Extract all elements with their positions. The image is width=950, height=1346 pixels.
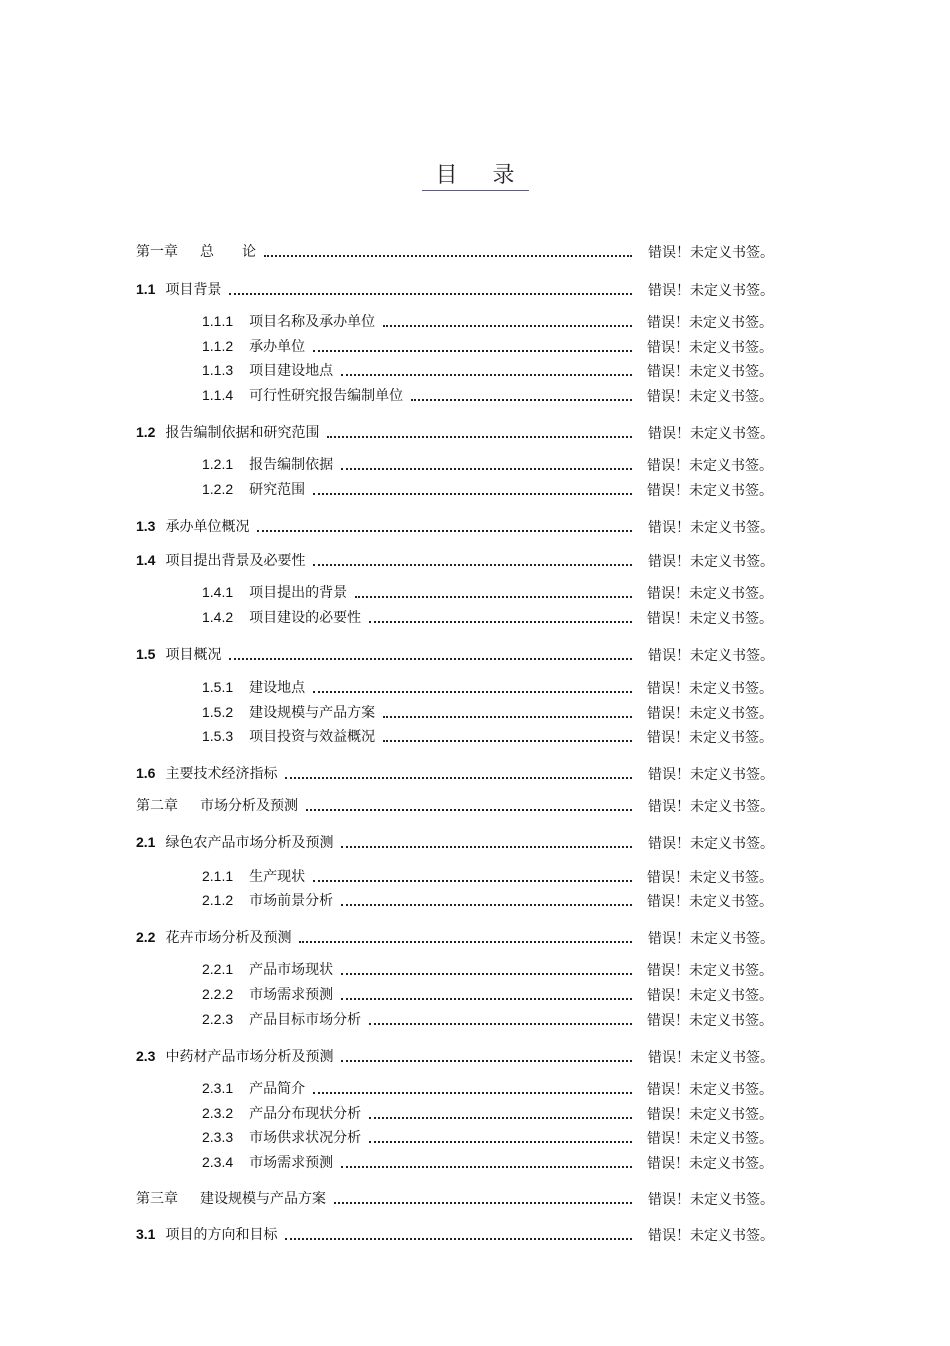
toc-entry-number: 1.4.1 (202, 584, 234, 600)
toc-entry-label: 花卉市场分析及预测 (165, 930, 292, 946)
dot-leader (229, 658, 632, 660)
toc-entry-label: 项目建设的必要性 (249, 610, 362, 626)
dot-leader (369, 1141, 632, 1143)
toc-entry-label: 生产现状 (249, 869, 306, 885)
toc-entry-page-ref: 错误！未定义书签。 (647, 586, 773, 602)
toc-entry-page-ref: 错误！未定义书签。 (648, 767, 774, 783)
toc-entry-label: 总 论 (200, 244, 256, 260)
toc-entry-label: 项目建设地点 (249, 363, 334, 379)
toc-entry-label: 报告编制依据和研究范围 (165, 425, 320, 441)
toc-entry[interactable] (136, 763, 640, 783)
toc-entry-number: 2.2.2 (202, 986, 234, 1002)
toc-entry-page-ref: 错误！未定义书签。 (647, 1131, 773, 1147)
toc-heading: 目 录 (422, 163, 529, 191)
toc-entry[interactable] (136, 550, 640, 570)
dot-leader (341, 374, 632, 376)
toc-entry[interactable] (202, 677, 640, 697)
toc-entry-label: 承办单位概况 (165, 519, 250, 535)
toc-entry-label: 产品市场现状 (249, 962, 334, 978)
toc-entry-page-ref: 错误！未定义书签。 (647, 894, 773, 910)
toc-entry[interactable] (136, 516, 640, 536)
toc-entry-page-ref: 错误！未定义书签。 (647, 963, 773, 979)
toc-entry-page-ref: 错误！未定义书签。 (647, 988, 773, 1004)
toc-entry-number: 1.2 (136, 424, 156, 440)
toc-entry-label: 研究范围 (249, 482, 306, 498)
toc-entry[interactable] (202, 1009, 640, 1029)
dot-leader (313, 880, 632, 882)
dot-leader (341, 904, 632, 906)
toc-entry-page-ref: 错误！未定义书签。 (647, 1013, 773, 1029)
toc-entry-label: 承办单位 (249, 339, 306, 355)
toc-entry-page-ref: 错误！未定义书签。 (647, 483, 773, 499)
toc-entry-label: 产品目标市场分析 (249, 1012, 362, 1028)
dot-leader (341, 973, 632, 975)
toc-entry-page-ref: 错误！未定义书签。 (647, 458, 773, 474)
toc-entry-number: 2.2 (136, 929, 156, 945)
toc-entry[interactable] (202, 336, 640, 356)
toc-entry-number: 3.1 (136, 1226, 156, 1242)
toc-entry[interactable] (202, 726, 640, 746)
toc-entry[interactable] (202, 959, 640, 979)
dot-leader (341, 1060, 632, 1062)
toc-entry-page-ref: 错误！未定义书签。 (648, 520, 774, 536)
toc-entry-page-ref: 错误！未定义书签。 (647, 364, 773, 380)
toc-entry-label: 项目的方向和目标 (165, 1227, 278, 1243)
toc-entry-page-ref: 错误！未定义书签。 (648, 931, 774, 947)
toc-entry-label: 项目投资与效益概况 (249, 729, 376, 745)
dot-leader (411, 399, 632, 401)
dot-leader (285, 1238, 632, 1240)
toc-entry[interactable] (202, 1078, 640, 1098)
dot-leader (313, 493, 632, 495)
dot-leader (383, 325, 632, 327)
toc-entry-number: 1.4.2 (202, 609, 234, 625)
toc-entry-number: 2.3.3 (202, 1129, 234, 1145)
toc-entry[interactable] (136, 241, 640, 261)
toc-entry[interactable] (136, 1046, 640, 1066)
page-title (0, 158, 950, 189)
toc-entry-label: 产品简介 (249, 1081, 306, 1097)
toc-entry-page-ref: 错误！未定义书签。 (647, 389, 773, 405)
toc-entry-page-ref: 错误！未定义书签。 (648, 1192, 774, 1208)
toc-entry[interactable] (202, 582, 640, 602)
toc-entry-number: 1.1.1 (202, 313, 234, 329)
toc-entry-number: 1.3 (136, 518, 156, 534)
toc-entry[interactable] (202, 311, 640, 331)
toc-entry-label: 市场供求状况分析 (249, 1130, 362, 1146)
toc-entry-page-ref: 错误！未定义书签。 (648, 283, 774, 299)
toc-entry[interactable] (202, 1152, 640, 1172)
toc-entry[interactable] (136, 795, 640, 815)
toc-entry-number: 1.1.4 (202, 387, 234, 403)
toc-entry[interactable] (136, 1188, 640, 1208)
dot-leader (341, 846, 632, 848)
toc-entry-label: 市场分析及预测 (200, 798, 298, 814)
toc-entry-page-ref: 错误！未定义书签。 (647, 706, 773, 722)
toc-entry[interactable] (136, 422, 640, 442)
dot-leader (369, 621, 632, 623)
dot-leader (264, 255, 632, 257)
toc-entry[interactable] (202, 454, 640, 474)
toc-entry-label: 建设规模与产品方案 (249, 705, 376, 721)
toc-entry-number: 1.2.2 (202, 481, 234, 497)
toc-entry-number: 1.5.1 (202, 679, 234, 695)
toc-entry-number: 2.2.3 (202, 1011, 234, 1027)
toc-entry-label: 主要技术经济指标 (165, 766, 278, 782)
dot-leader (341, 998, 632, 1000)
toc-entry-number: 1.1 (136, 281, 156, 297)
dot-leader (313, 350, 632, 352)
toc-entry[interactable] (202, 1127, 640, 1147)
dot-leader (285, 777, 632, 779)
dot-leader (383, 740, 632, 742)
dot-leader (313, 1092, 632, 1094)
dot-leader (327, 436, 632, 438)
toc-entry-page-ref: 错误！未定义书签。 (647, 340, 773, 356)
toc-entry[interactable] (136, 927, 640, 947)
toc-entry-page-ref: 错误！未定义书签。 (648, 1228, 774, 1244)
toc-entry[interactable] (136, 279, 640, 299)
toc-entry-label: 项目背景 (165, 282, 222, 298)
toc-entry-page-ref: 错误！未定义书签。 (648, 648, 774, 664)
toc-entry-number: 1.1.3 (202, 362, 234, 378)
toc-entry[interactable] (136, 644, 640, 664)
toc-entry-label: 报告编制依据 (249, 457, 334, 473)
toc-entry[interactable] (202, 866, 640, 886)
toc-entry-number: 2.3.2 (202, 1105, 234, 1121)
toc-entry-number: 1.6 (136, 765, 156, 781)
toc-entry[interactable] (202, 385, 640, 405)
toc-entry-number: 第一章 (136, 243, 178, 259)
toc-entry-number: 2.1.2 (202, 892, 234, 908)
dot-leader (229, 293, 632, 295)
toc-entry-page-ref: 错误！未定义书签。 (648, 245, 774, 261)
toc-entry-label: 绿色农产品市场分析及预测 (165, 835, 334, 851)
dot-leader (341, 468, 632, 470)
dot-leader (369, 1117, 632, 1119)
toc-entry-label: 可行性研究报告编制单位 (249, 388, 404, 404)
dot-leader (355, 596, 632, 598)
toc-entry-label: 项目名称及承办单位 (249, 314, 376, 330)
toc-entry[interactable] (202, 360, 640, 380)
toc-entry-page-ref: 错误！未定义书签。 (647, 1156, 773, 1172)
toc-entry-number: 1.2.1 (202, 456, 234, 472)
toc-entry-number: 2.1 (136, 834, 156, 850)
toc-entry-page-ref: 错误！未定义书签。 (647, 1082, 773, 1098)
toc-entry[interactable] (136, 1224, 640, 1244)
toc-entry-label: 市场前景分析 (249, 893, 334, 909)
toc-entry-number: 2.3 (136, 1048, 156, 1064)
toc-entry-label: 产品分布现状分析 (249, 1106, 362, 1122)
dot-leader (334, 1202, 632, 1204)
toc-entry-page-ref: 错误！未定义书签。 (647, 1107, 773, 1123)
toc-entry-page-ref: 错误！未定义书签。 (648, 1050, 774, 1066)
toc-entry-number: 1.5.3 (202, 728, 234, 744)
toc-entry-label: 项目概况 (165, 647, 222, 663)
toc-entry-page-ref: 错误！未定义书签。 (648, 799, 774, 815)
toc-entry-number: 2.1.1 (202, 868, 234, 884)
toc-entry-page-ref: 错误！未定义书签。 (647, 611, 773, 627)
toc-entry[interactable] (202, 607, 640, 627)
toc-entry-page-ref: 错误！未定义书签。 (647, 315, 773, 331)
dot-leader (313, 691, 632, 693)
toc-entry-number: 2.3.4 (202, 1154, 234, 1170)
dot-leader (299, 941, 632, 943)
toc-entry-page-ref: 错误！未定义书签。 (647, 730, 773, 746)
dot-leader (369, 1023, 632, 1025)
toc-entry[interactable] (202, 479, 640, 499)
toc-entry-label: 建设规模与产品方案 (200, 1191, 326, 1207)
dot-leader (383, 716, 632, 718)
toc-entry-number: 第二章 (136, 797, 178, 813)
toc-entry-number: 2.3.1 (202, 1080, 234, 1096)
dot-leader (341, 1166, 632, 1168)
toc-entry-page-ref: 错误！未定义书签。 (648, 836, 774, 852)
toc-entry[interactable] (202, 890, 640, 910)
toc-entry-number: 1.5.2 (202, 704, 234, 720)
toc-entry-number: 1.1.2 (202, 338, 234, 354)
toc-entry-label: 项目提出的背景 (249, 585, 348, 601)
toc-entry[interactable] (136, 832, 640, 852)
dot-leader (257, 530, 632, 532)
toc-entry-page-ref: 错误！未定义书签。 (647, 681, 773, 697)
toc-entry-number: 1.4 (136, 552, 156, 568)
toc-entry-page-ref: 错误！未定义书签。 (648, 554, 774, 570)
toc-entry-label: 项目提出背景及必要性 (165, 553, 306, 569)
toc-entry-label: 中药材产品市场分析及预测 (165, 1049, 334, 1065)
toc-entry-number: 1.5 (136, 646, 156, 662)
toc-entry-label: 市场需求预测 (249, 987, 334, 1003)
toc-entry-label: 市场需求预测 (249, 1155, 334, 1171)
toc-entry-page-ref: 错误！未定义书签。 (647, 870, 773, 886)
toc-entry-number: 第三章 (136, 1190, 178, 1206)
toc-entry[interactable] (202, 702, 640, 722)
dot-leader (313, 564, 632, 566)
dot-leader (306, 809, 632, 811)
toc-entry-number: 2.2.1 (202, 961, 234, 977)
toc-entry-label: 建设地点 (249, 680, 306, 696)
toc-entry[interactable] (202, 984, 640, 1004)
toc-entry-page-ref: 错误！未定义书签。 (648, 426, 774, 442)
toc-entry[interactable] (202, 1103, 640, 1123)
